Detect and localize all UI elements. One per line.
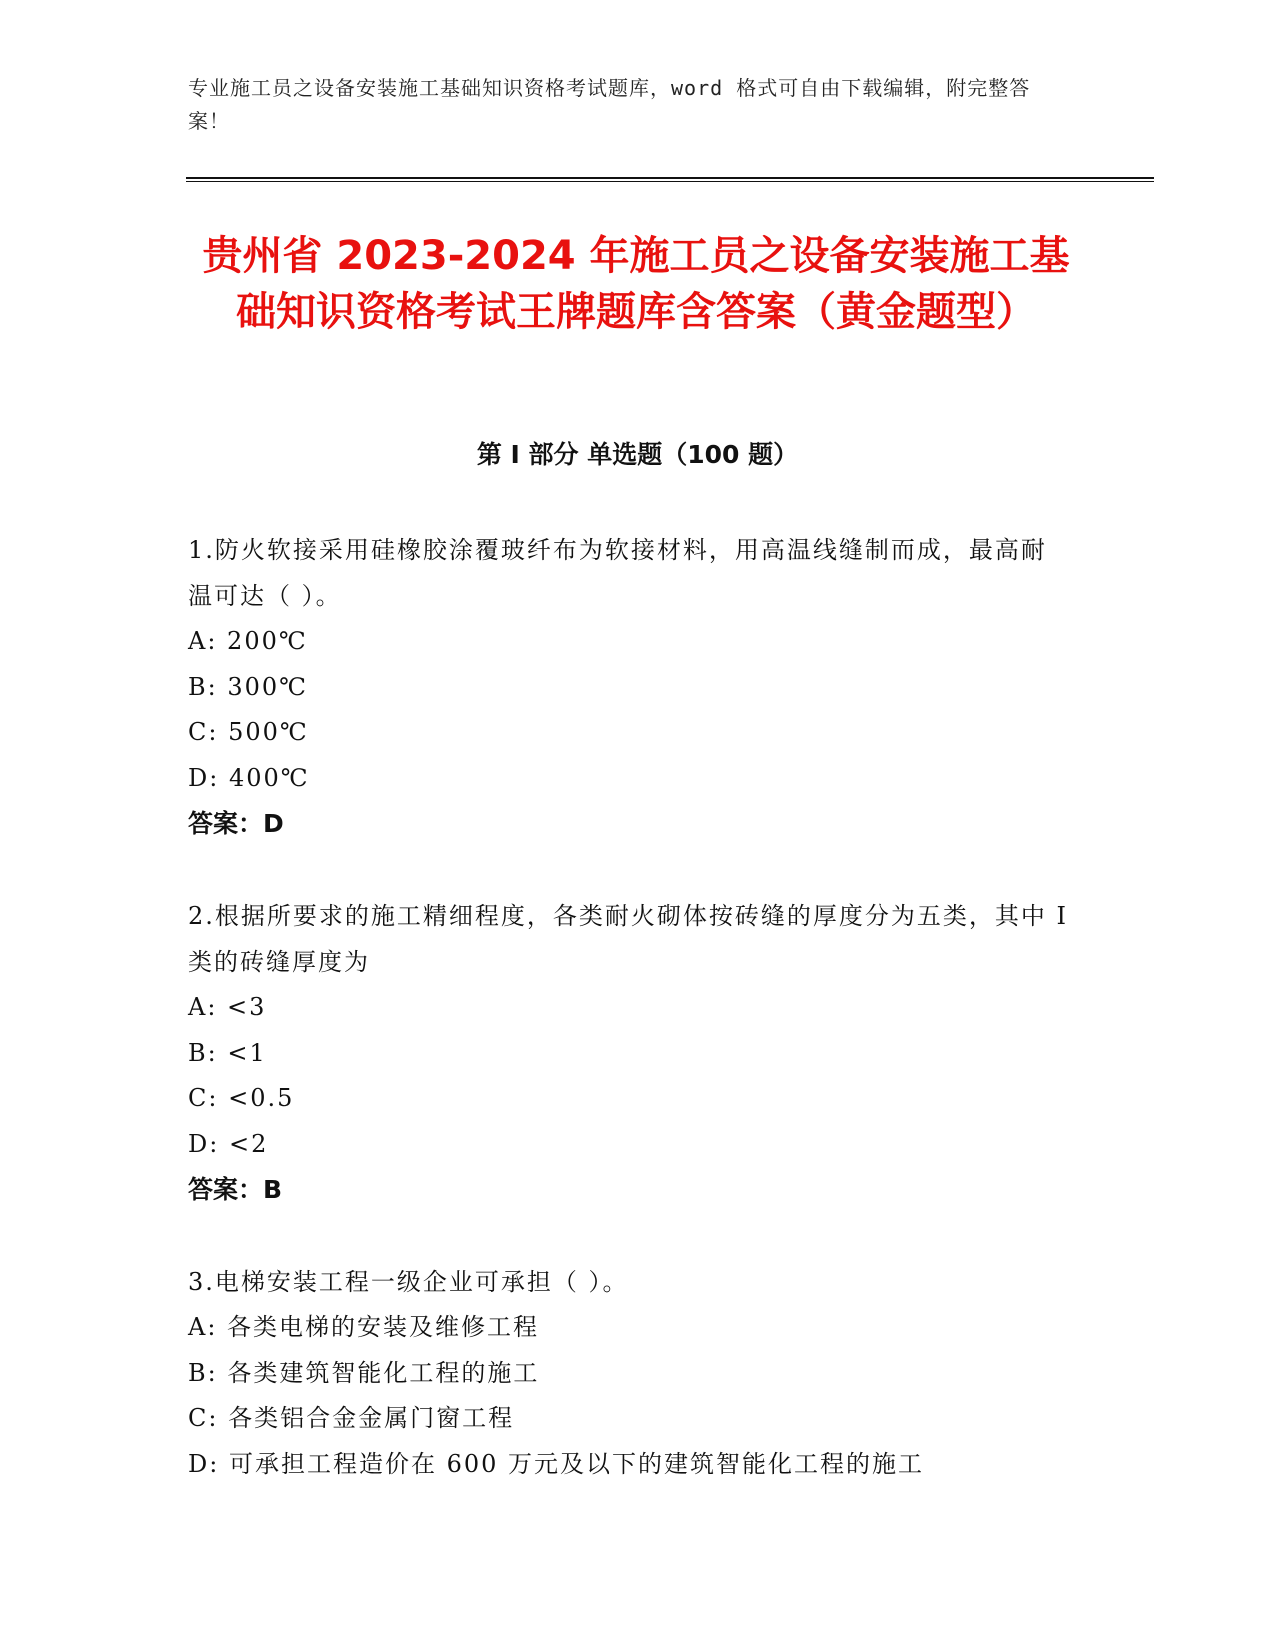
question-stem: 3.电梯安装工程一级企业可承担（ ）。 — [188, 1268, 629, 1296]
option-d: D: 400℃ — [188, 763, 310, 792]
option-b: B: 300℃ — [188, 672, 309, 701]
option-a: A: <3 — [188, 993, 267, 1021]
option-a: A: 200℃ — [188, 627, 308, 655]
question-3 — [188, 1259, 1068, 1487]
header-divider-thin — [186, 181, 1154, 182]
option-c: C: 500℃ — [188, 718, 309, 746]
option-b: B: <1 — [188, 1038, 267, 1067]
question-list — [188, 527, 1068, 1533]
answer-label: 答案：B — [188, 1175, 283, 1204]
option-c: C: 各类铝合金金属门窗工程 — [188, 1404, 515, 1432]
question-2 — [188, 893, 1068, 1213]
question-1 — [188, 527, 1068, 847]
option-d: D: 可承担工程造价在 600 万元及以下的建筑智能化工程的施工 — [188, 1449, 925, 1478]
option-c: C: <0.5 — [188, 1084, 295, 1112]
option-b: B: 各类建筑智能化工程的施工 — [188, 1358, 540, 1387]
question-stem: 2.根据所要求的施工精细程度，各类耐火砌体按砖缝的厚度分为五类，其中 I 类的砖缝厚度为 — [188, 902, 1069, 976]
option-d: D: <2 — [188, 1129, 269, 1158]
answer-label: 答案：D — [188, 809, 284, 838]
section-title: 第 I 部分 单选题（100 题） — [476, 440, 799, 469]
option-a: A: 各类电梯的安装及维修工程 — [188, 1313, 540, 1341]
header-note: 专业施工员之设备安装施工基础知识资格考试题库，word 格式可自由下载编辑，附完整答案！ — [188, 76, 1031, 133]
document-title: 贵州省 2023-2024 年施工员之设备安装施工基础知识资格考试王牌题库含答案（黄金题型） — [202, 233, 1070, 335]
header-divider-thick — [186, 177, 1154, 179]
question-stem: 1.防火软接采用硅橡胶涂覆玻纤布为软接材料，用高温线缝制而成，最高耐温可达（ ）。 — [188, 536, 1047, 610]
